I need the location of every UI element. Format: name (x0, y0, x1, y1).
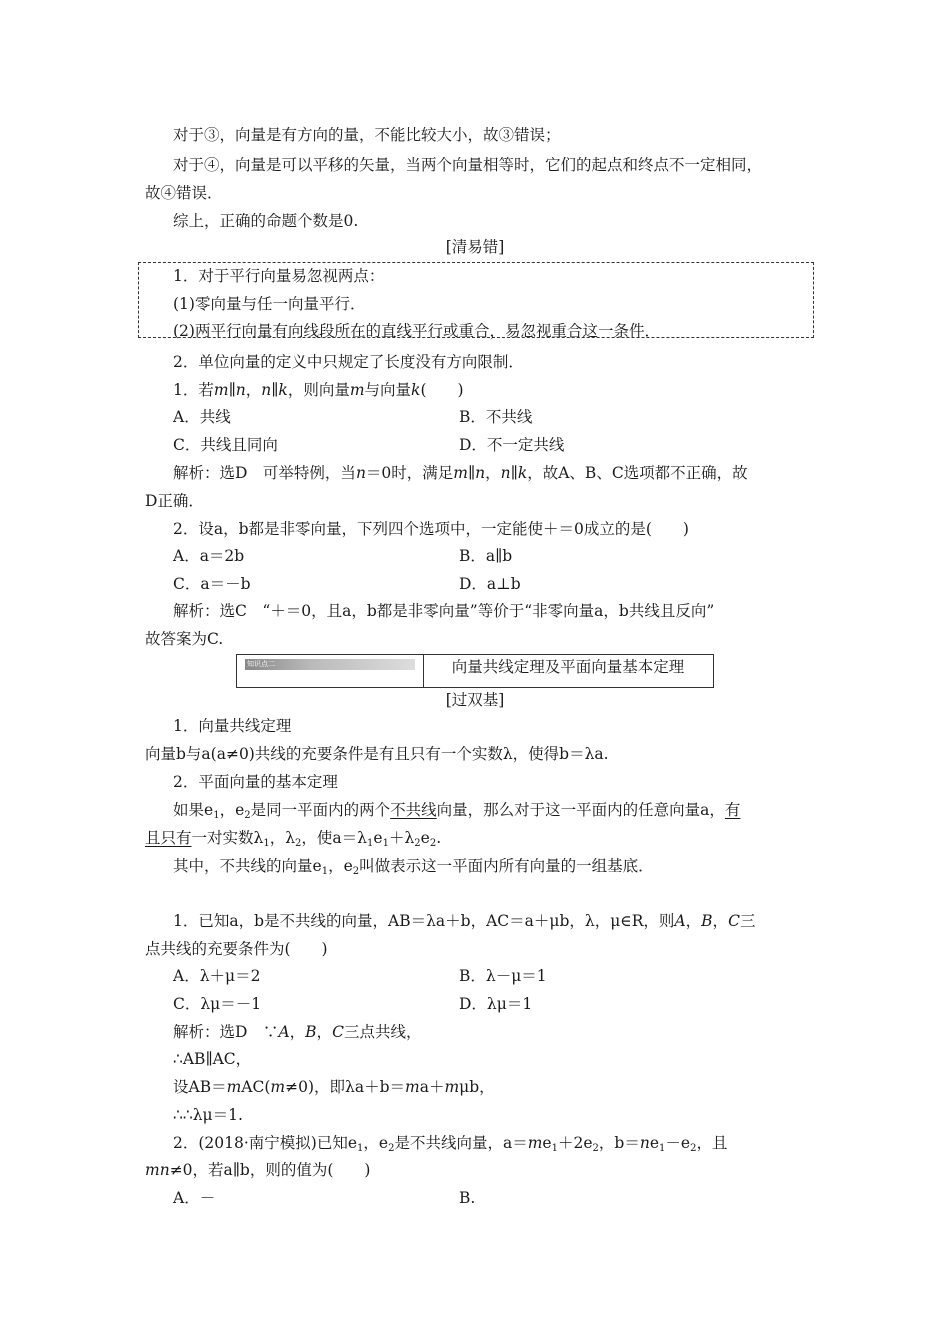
option-c: C．a＝－b (173, 575, 251, 593)
question-stem: 点共线的充要条件为( ) (145, 940, 328, 958)
option-a: A．λ＋μ＝2 (173, 967, 261, 985)
solution-line: 设AB＝mAC(m≠0)，即λa＋b＝ma＋mμb， (173, 1078, 495, 1096)
knowledge-title: 向量共线定理及平面向量基本定理 (451, 658, 685, 676)
section-heading-qingyicuo: [清易错] (445, 238, 505, 256)
option-b: B．a∥b (459, 547, 513, 565)
option-c: C．共线且同向 (173, 436, 278, 454)
option-d: D．不一定共线 (459, 436, 565, 454)
solution-line: 解析：选D 可举特例，当n＝0时，满足m∥n，n∥k，故A、B、C选项都不正确，故 (173, 464, 748, 482)
theorem-text: 其中，不共线的向量$e_1$，$e_2$叫做表示这一平面内所有向量的一组基底． (173, 857, 654, 877)
theorem-text: 向量b与a(a≠0)共线的充要条件是有且只有一个实数λ，使得b＝λa. (145, 745, 609, 763)
solution-line: ∴AB∥AC， (173, 1050, 252, 1068)
theorem-title: 1．向量共线定理 (173, 717, 292, 735)
note-line: 1．对于平行向量易忽视两点： (173, 267, 385, 285)
option-c: C．λμ＝－1 (173, 995, 262, 1013)
note-line: (2)两平行向量有向线段所在的直线平行或重合，易忽视重合这一条件． (173, 322, 660, 340)
question-stem: 2．设a，b都是非零向量，下列四个选项中，一定能使＋＝0成立的是( ) (173, 520, 689, 538)
option-a: A．共线 (173, 408, 231, 426)
question-stem: 1．若m∥n，n∥k，则向量m与向量k( ) (173, 381, 464, 399)
theorem-text: 如果$e_1$，$e_2$是同一平面内的两个不共线向量，那么对于这一平面内的任意向量a，有 (173, 801, 741, 821)
section-heading-guoshuangji: [过双基] (445, 691, 505, 709)
question-stem: mn≠0，若a∥b，则的值为( ) (145, 1161, 371, 1179)
knowledge-tag: 知识点二 (247, 660, 275, 668)
question-stem: 2．(2018·南宁模拟)已知$e_1$，$e_2$是不共线向量，$a=me_1+2e_2$，$b=ne_1-e_2$，且 (173, 1134, 728, 1154)
solution-line: 解析：选D ∵A，B，C三点共线， (173, 1023, 422, 1041)
solution-line: D正确． (145, 492, 204, 510)
theorem-title: 2．平面向量的基本定理 (173, 773, 338, 791)
option-b: B．不共线 (459, 408, 533, 426)
text-line: 2．单位向量的定义中只规定了长度没有方向限制． (173, 353, 524, 371)
text-line: 综上，正确的命题个数是0. (173, 212, 359, 230)
text-line: 故④错误． (145, 184, 223, 202)
solution-line: 解析：选C “＋＝0，且a，b都是非零向量”等价于“非零向量a，b共线且反向” (173, 602, 715, 620)
solution-line: 故答案为C. (145, 630, 224, 648)
text-line: 对于③，向量是有方向的量，不能比较大小，故③错误； (173, 126, 561, 144)
option-a: A．a＝2b (173, 547, 245, 565)
option-d: D．λμ＝1 (459, 995, 533, 1013)
option-b: B．λ－μ＝1 (459, 967, 547, 985)
option-b: B. (459, 1189, 476, 1207)
text-line: 对于④，向量是可以平移的矢量，当两个向量相等时，它们的起点和终点不一定相同， (173, 156, 763, 174)
knowledge-point-box (236, 654, 714, 688)
solution-line: ∴∴λμ＝1. (173, 1106, 243, 1124)
option-a: A．－ (173, 1189, 216, 1207)
note-line: (1)零向量与任一向量平行． (173, 295, 366, 313)
option-d: D．a⊥b (459, 575, 521, 593)
theorem-text: 且只有一对实数$\lambda_1$，$\lambda_2$，使$a=\lambda_1e_1+\lambda_2e_2$. (145, 829, 442, 849)
question-stem: 1．已知a，b是不共线的向量，AB＝λa＋b，AC＝a＋μb，λ，μ∈R，则A，B，C三 (173, 912, 756, 930)
